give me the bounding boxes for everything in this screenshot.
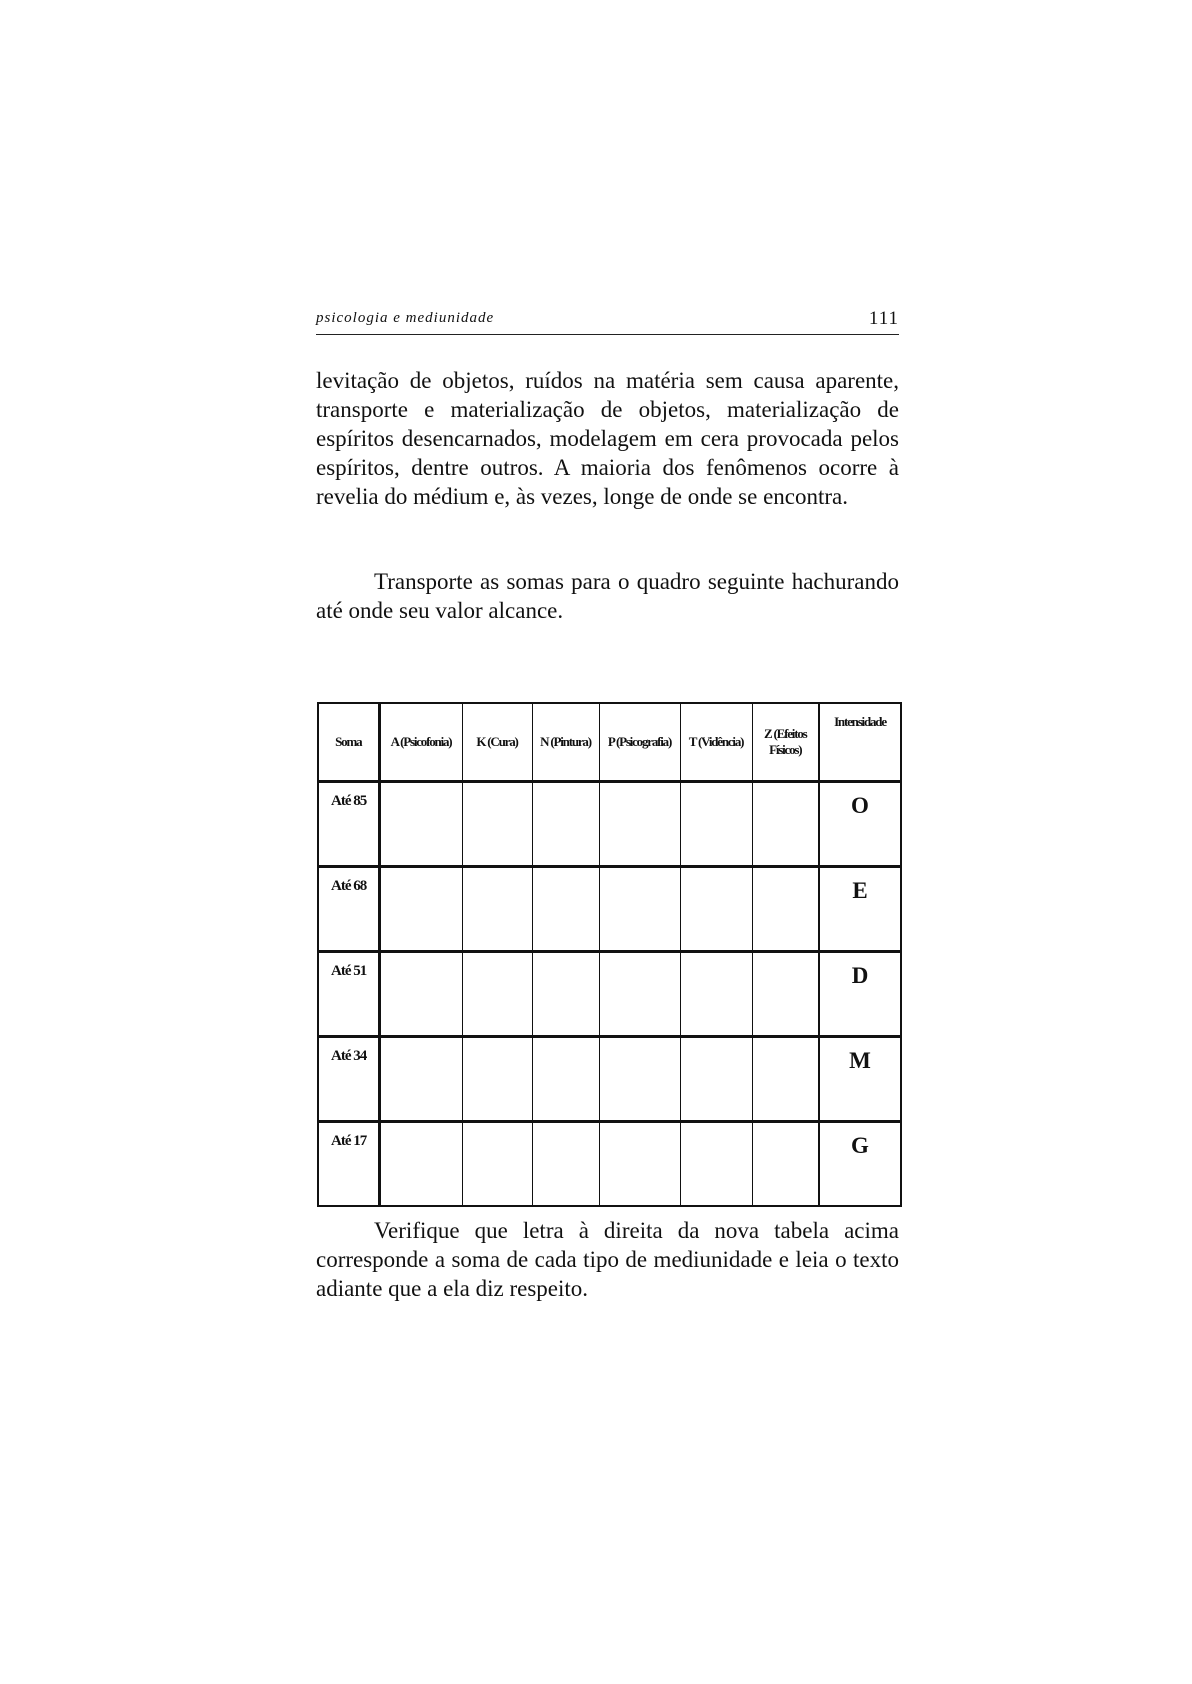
table-cell [379,867,462,952]
table-header-row [318,703,901,782]
table-cell [680,1122,752,1207]
table-cell [462,952,532,1037]
column-header-n: N (Pintura) [532,703,599,782]
table-cell [752,867,819,952]
table-cell [680,867,752,952]
table-cell [680,952,752,1037]
table-row [318,952,901,1037]
column-header-intensidade: Intensidade [819,703,901,782]
table-cell [599,952,680,1037]
mediumship-table-container [317,702,902,1207]
table-cell [599,1122,680,1207]
page-number: 111 [868,308,899,329]
table-cell [379,782,462,867]
table-cell [599,782,680,867]
intensity-letter: G [819,1122,901,1207]
table-row [318,867,901,952]
table-cell [752,1122,819,1207]
table-cell [462,867,532,952]
column-header-p: P (Psicografia) [599,703,680,782]
table-cell [532,952,599,1037]
table-cell [752,1037,819,1122]
table-cell [462,1037,532,1122]
column-header-t: T (Vidência) [680,703,752,782]
column-header-z: Z (Efeitos Físicos) [752,703,819,782]
table-cell [680,1037,752,1122]
table-cell [532,867,599,952]
body-paragraph-3: Verifique que letra à direita da nova tabela acima corresponde a soma de cada tipo de mediunidade e leia o texto adiante que a ela diz respeito. [316,1218,899,1301]
table-cell [599,867,680,952]
table-row [318,782,901,867]
page-header [316,306,899,335]
mediumship-intensity-table [317,702,902,1207]
intensity-letter: O [819,782,901,867]
column-header-soma: Soma [318,703,379,782]
table-cell [752,952,819,1037]
table-cell [680,782,752,867]
body-paragraph-2: Transporte as somas para o quadro seguinte hachurando até onde seu valor alcance. [316,569,899,623]
table-cell [379,1037,462,1122]
row-label: Até 34 [318,1037,379,1122]
intensity-letter: M [819,1037,901,1122]
table-cell [462,1122,532,1207]
body-paragraph-1: levitação de objetos, ruídos na matéria sem causa aparente, transporte e materialização de objetos, materialização de espíritos desencarnados, modelagem em cera provocada pelos espíritos, dentre outros. A maioria dos fenômenos ocorre à revelia do médium e, às vezes, longe de onde se encontra. [316,368,899,509]
table-cell [532,1122,599,1207]
table-cell [599,1037,680,1122]
row-label: Até 68 [318,867,379,952]
table-cell [462,782,532,867]
running-title: psicologia e mediunidade [316,310,495,326]
intensity-letter: D [819,952,901,1037]
row-label: Até 51 [318,952,379,1037]
row-label: Até 85 [318,782,379,867]
table-cell [532,1037,599,1122]
intensity-letter: E [819,867,901,952]
table-cell [532,782,599,867]
row-label: Até 17 [318,1122,379,1207]
table-cell [379,952,462,1037]
table-cell [379,1122,462,1207]
table-row [318,1122,901,1207]
column-header-a: A (Psicofonia) [379,703,462,782]
column-header-k: K (Cura) [462,703,532,782]
table-row [318,1037,901,1122]
table-cell [752,782,819,867]
